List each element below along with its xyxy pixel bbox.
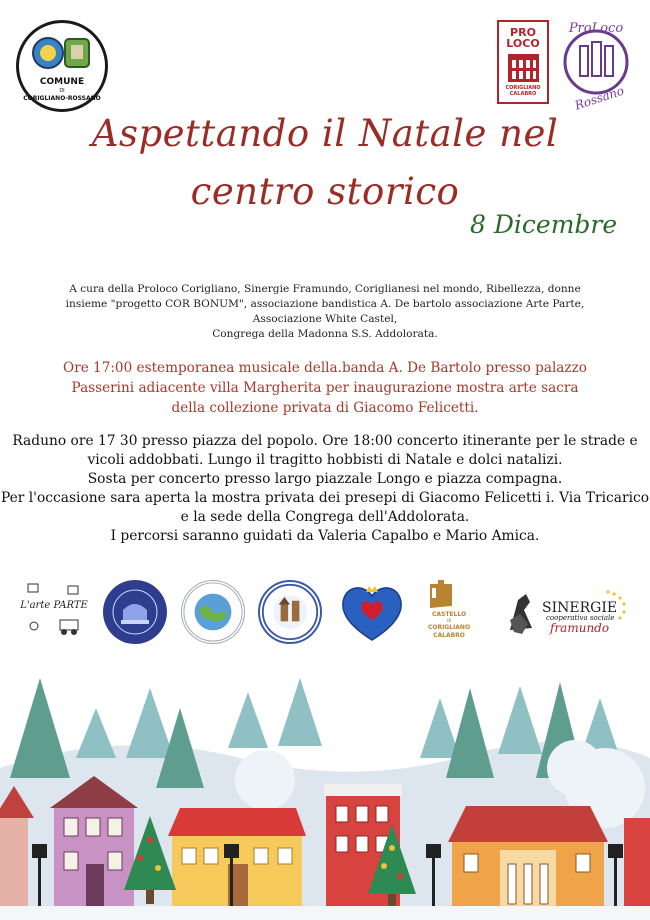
associazione-bandistica-badge — [258, 580, 322, 644]
details-line: Per l'occasione sara aperta la mostra privata dei presepi di Giacomo Felicetti i. Via Tricarico — [0, 490, 650, 506]
program-line: Ore 17:00 estemporanea musicale della.banda A. De Bartolo presso palazzo — [63, 360, 587, 376]
comune-name-label: CORIGLIANO-ROSSANO — [23, 95, 101, 102]
castello-di-label: di — [446, 618, 452, 624]
castello-corigliano-label: CORIGLIANO — [427, 624, 471, 631]
organizers-line: Associazione White Castel, — [252, 313, 398, 325]
proloco-corigliano-label: CORIGLIANO — [505, 85, 541, 91]
details-line: Sosta per concerto presso largo piazzale Longo e piazza compagna. — [87, 471, 563, 487]
proloco-association-badge — [103, 580, 167, 644]
organizers-line: Congrega della Madonna S.S. Addolorata. — [212, 328, 438, 340]
sinergie-label: SINERGIE — [542, 600, 618, 616]
proloco-rossano-bottom-label: Rossano — [573, 83, 626, 113]
event-title-line1: Aspettando il Natale nel — [91, 112, 559, 155]
proloco-rossano-top-label: ProLoco — [568, 21, 624, 36]
details-paragraph — [0, 432, 650, 546]
proloco-calabro-label: CALABRO — [509, 91, 537, 97]
sinergie-framundo-logo — [504, 580, 634, 640]
proloco-loco-label: LOCO — [506, 37, 540, 50]
comune-di-label: DI — [59, 88, 65, 94]
arte-parte-label: L'arte PARTE — [20, 600, 88, 611]
castello-calabro-label: CALABRO — [433, 632, 465, 639]
proloco-rossano-logo — [558, 14, 634, 113]
comune-label: COMUNE — [39, 77, 85, 87]
castello-corigliano-logo — [428, 580, 470, 640]
cor-bonum-heart-logo — [336, 580, 408, 644]
winter-village-illustration — [0, 668, 650, 920]
organizers-line: insieme "progetto COR BONUM", associazione bandistica A. De bartolo associazione Arte Parte, — [65, 298, 585, 310]
proloco-pro-label: PRO — [510, 26, 536, 39]
sinergie-coop-label: cooperativa sociale — [546, 614, 615, 622]
program-paragraph — [20, 358, 630, 418]
comune-shields-icon — [29, 35, 95, 71]
details-line: vicoli addobbati. Lungo il tragitto hobbisti di Natale e dolci natalizi. — [87, 452, 563, 468]
details-line: e la sede della Congrega dell'Addolorata. — [180, 509, 470, 525]
details-line: I percorsi saranno guidati da Valeria Capalbo e Mario Amica. — [110, 528, 540, 544]
arte-parte-logo — [20, 580, 88, 640]
castello-label: CASTELLO — [431, 611, 467, 618]
organizers-line: A cura della Proloco Corigliano, Sinergie Framundo, Coriglianesi nel mondo, Ribellezza, donne — [69, 283, 581, 295]
event-date: 8 Dicembre — [470, 210, 618, 239]
details-line: Raduno ore 17 30 presso piazza del popolo. Ore 18:00 concerto itinerante per le strade e — [12, 433, 638, 449]
comune-logo — [16, 20, 108, 112]
proloco-corigliano-logo — [497, 20, 549, 104]
coriglianesi-nel-mondo-badge — [181, 580, 245, 644]
castle-icon — [508, 54, 539, 82]
program-line: Passerini adiacente villa Margherita per inaugurazione mostra arte sacra — [71, 380, 579, 396]
event-title-line2: centro storico — [190, 170, 460, 213]
framundo-label: framundo — [550, 621, 610, 635]
program-line: della collezione privata di Giacomo Felicetti. — [171, 400, 479, 416]
organizers-paragraph — [50, 282, 600, 342]
